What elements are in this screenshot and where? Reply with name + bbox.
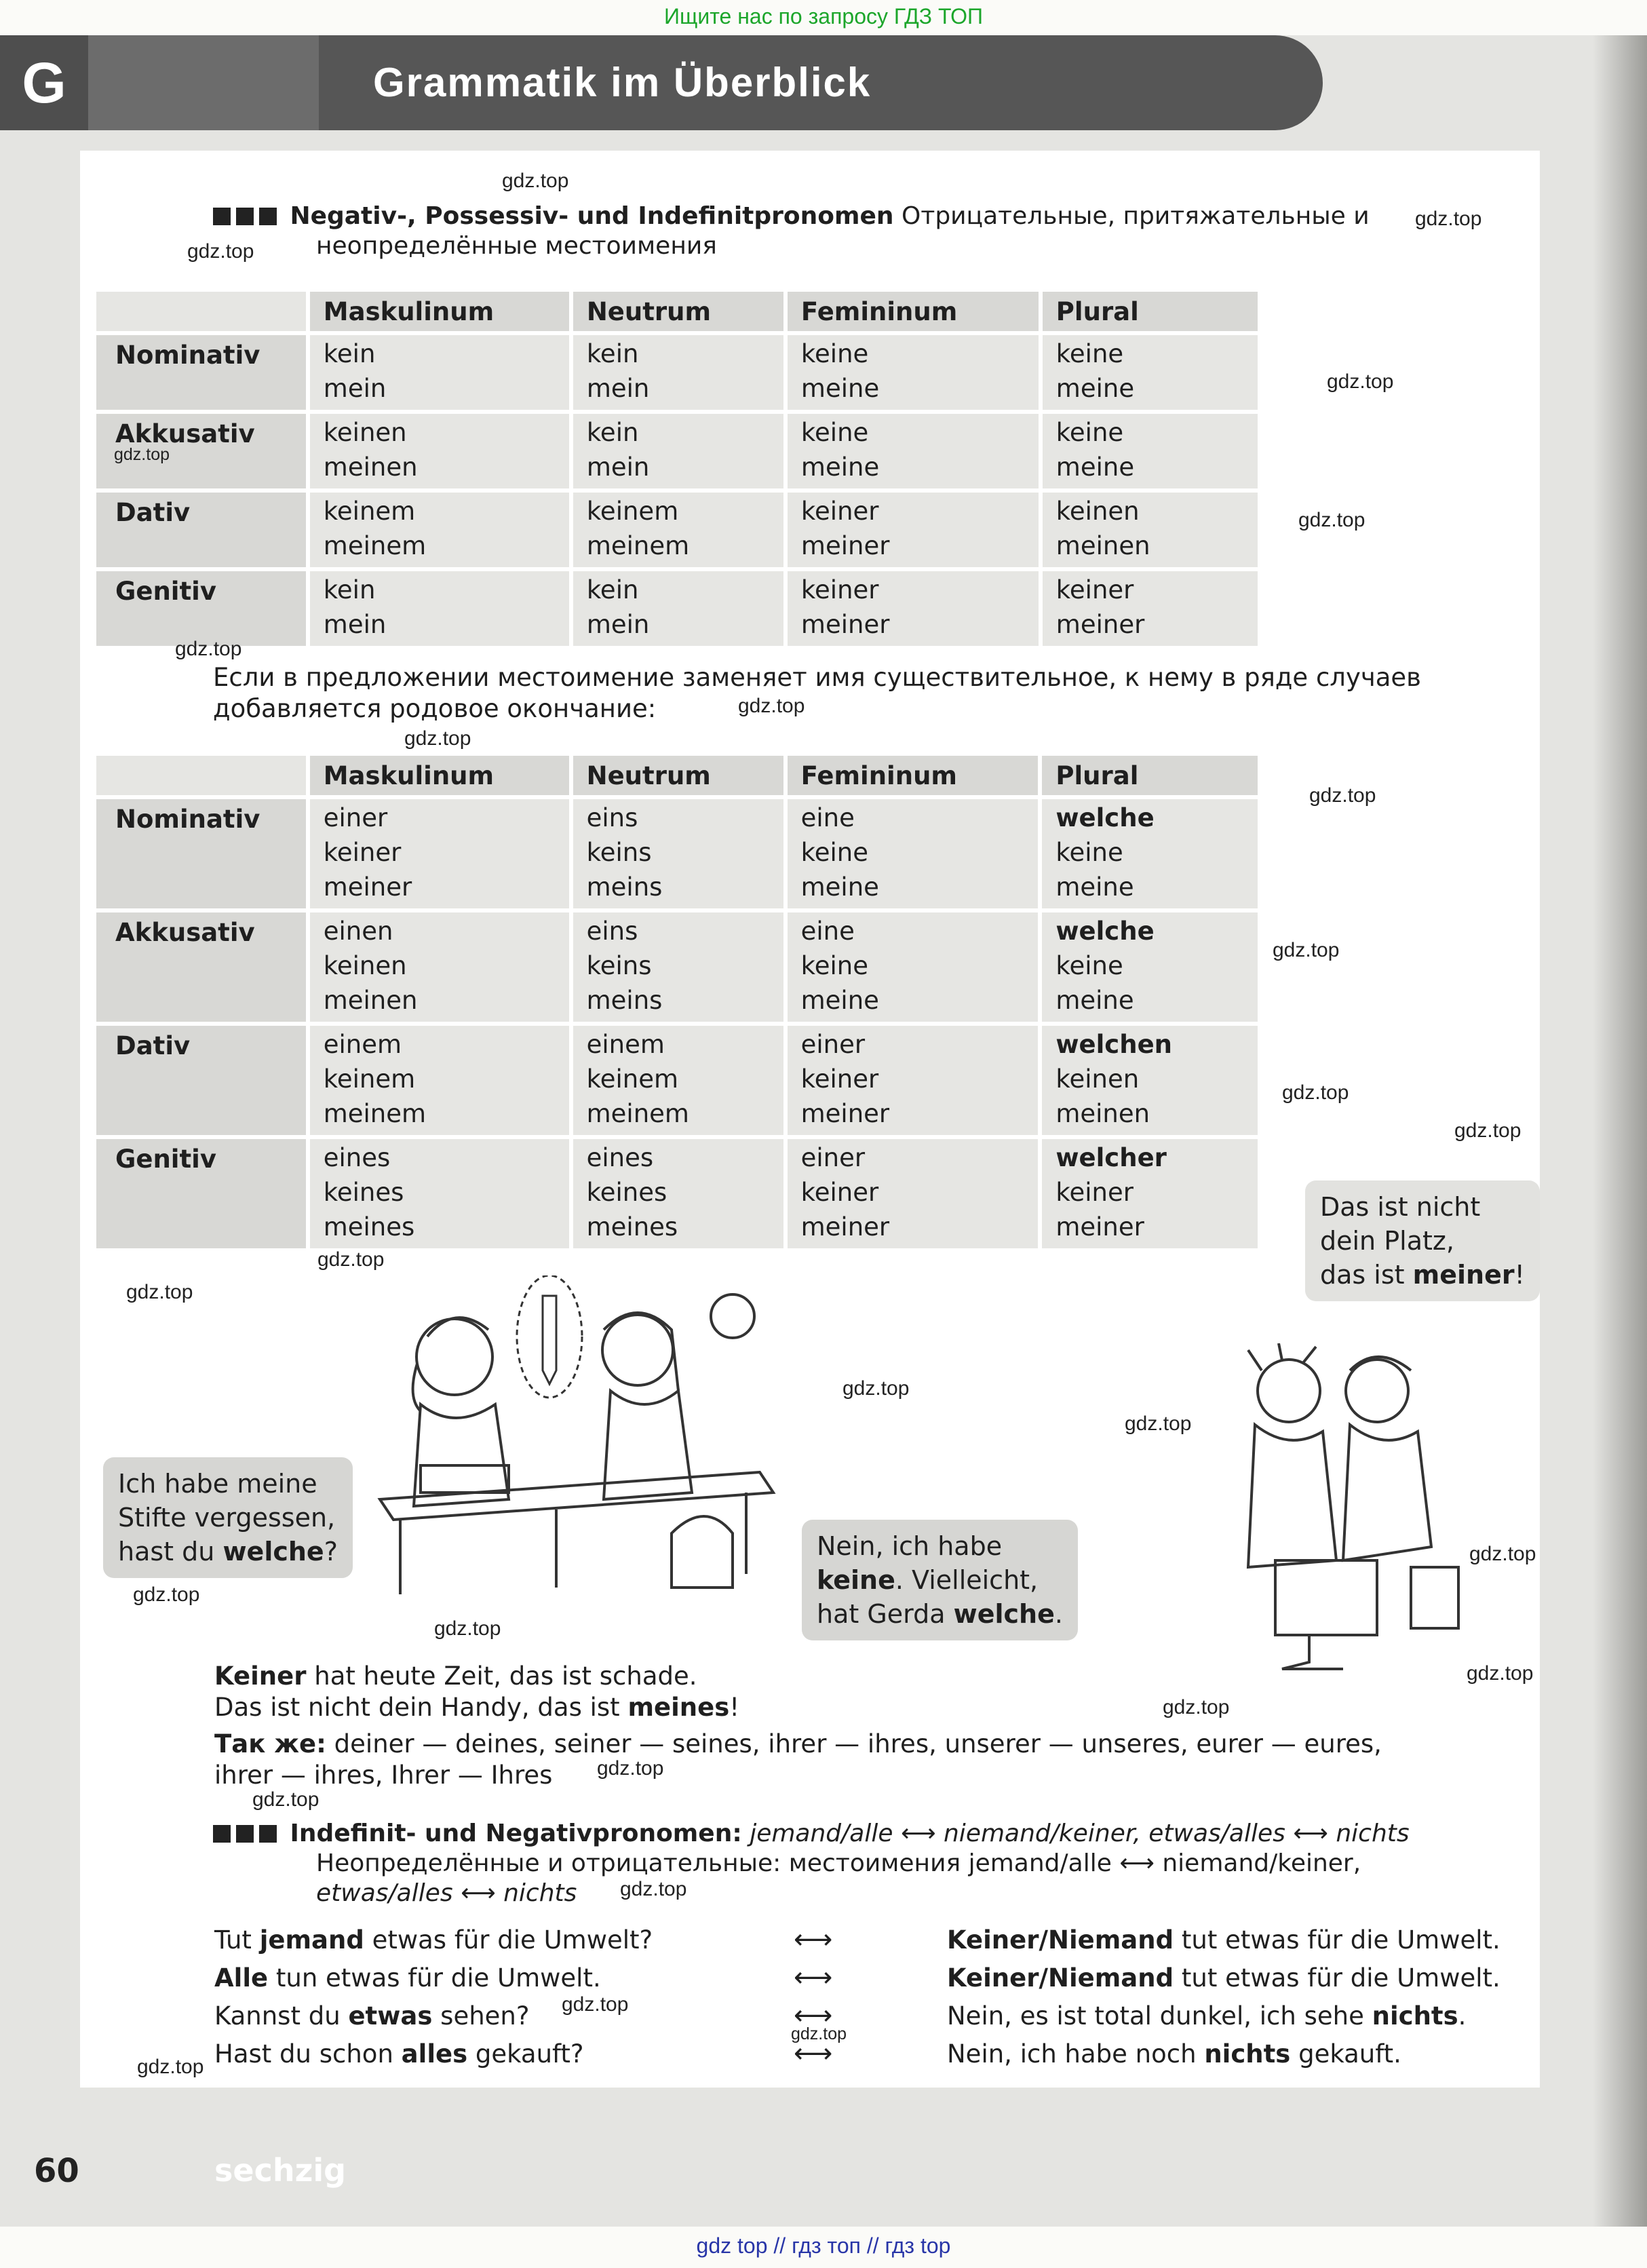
watermark-text: gdz.top (252, 1788, 319, 1811)
title-bar (319, 35, 1323, 130)
table-cell (1042, 1139, 1258, 1248)
cell-line: keiner (1055, 575, 1134, 604)
section2-title-ru-2: etwas/alles ⟷ nichts (316, 1879, 577, 1907)
column-header: Plural (1042, 756, 1258, 795)
table-cell (573, 414, 783, 488)
case-label (96, 1026, 306, 1135)
column-header: Maskulinum (310, 756, 569, 795)
cell-line: keine (800, 838, 868, 867)
table-cell (788, 335, 1039, 410)
section1-header (213, 201, 1370, 232)
table-row (96, 1139, 1258, 1248)
cell-line: keine (800, 339, 869, 368)
table-cell (1043, 414, 1258, 488)
computer-room-illustration (1207, 1343, 1479, 1696)
watermark-text: gdz.top (434, 1617, 501, 1640)
bullet-square-icon (259, 208, 277, 225)
cell-line: kein (323, 575, 376, 604)
pair-left: Hast du schon alles gekauft? (214, 2039, 584, 2069)
cell-line: keiner (800, 575, 879, 604)
bullet-square-icon (213, 1825, 231, 1843)
watermark-text: gdz.top (1327, 370, 1394, 393)
cell-line: eine (800, 917, 855, 946)
cell-line: meinem (323, 531, 427, 560)
cell-line: keiner (800, 497, 879, 526)
emphasis: jemand (259, 1925, 364, 1955)
table-cell (1042, 912, 1258, 1022)
table-row (96, 414, 1258, 488)
table-cell (788, 493, 1039, 567)
table-row (96, 1026, 1258, 1135)
cell-line: einen (323, 917, 393, 946)
emphasis: welche (222, 1537, 324, 1567)
table-cell (1042, 799, 1258, 908)
classroom-illustration (353, 1275, 787, 1601)
cell-line: einer (323, 803, 388, 832)
table-corner (96, 292, 306, 331)
table-cell (1042, 1026, 1258, 1135)
table-cell (310, 571, 569, 646)
cell-line: einer (800, 1030, 866, 1059)
bubble-line: das ist meiner! (1320, 1260, 1525, 1290)
cell-line: meinem (586, 531, 690, 560)
cell-line: einem (323, 1030, 402, 1059)
table-row (96, 571, 1258, 646)
table-corner (96, 756, 306, 795)
cell-line: keine (1055, 339, 1124, 368)
emphasis: Keiner (214, 1661, 307, 1691)
cell-line: keinen (1055, 1064, 1140, 1094)
cell-line: meines (586, 1212, 678, 1242)
cell-line: welchen (1055, 1030, 1173, 1059)
table-cell (310, 912, 569, 1022)
table-row (96, 335, 1258, 410)
double-arrow-icon: ⟷ (794, 2000, 833, 2031)
table-row (96, 493, 1258, 567)
case-label (96, 799, 306, 908)
cell-line: keine (1055, 418, 1124, 447)
cell-line: mein (586, 610, 650, 639)
cell-line: meine (1055, 986, 1134, 1015)
case-label (96, 912, 306, 1022)
emphasis: nichts (1204, 2039, 1291, 2069)
boy-left-body (1248, 1425, 1336, 1567)
section-letter: G (0, 35, 88, 130)
section1-title-ru: Отрицательные, притяжательные и (893, 202, 1370, 230)
table-cell (573, 493, 783, 567)
cell-line: keins (586, 951, 652, 980)
pair-left: Tut jemand etwas für die Umwelt? (214, 1925, 653, 1955)
double-arrow-icon: ⟷ (794, 1962, 833, 1993)
monitor (1275, 1560, 1377, 1635)
cell-line: kein (586, 575, 639, 604)
table-cell (788, 414, 1039, 488)
column-header: Femininum (788, 756, 1039, 795)
table-cell (573, 335, 783, 410)
pair-left: Kannst du etwas sehen? (214, 2001, 530, 2031)
cell-line: meiner (800, 610, 890, 639)
cell-line: eins (586, 917, 638, 946)
table-row (96, 912, 1258, 1022)
cell-line: keines (323, 1178, 404, 1207)
cell-line: Genitiv (115, 1145, 216, 1174)
speech-bubble-left (103, 1457, 353, 1578)
emphasis: nichts (1372, 2001, 1458, 2031)
cell-line: Dativ (115, 1031, 191, 1060)
section1-title-ru-2: неопределённые местоимения (316, 232, 717, 260)
note-line-2: добавляется родовое окончание: (213, 694, 657, 723)
note-line-1: Если в предложении местоимение заменяет имя существительное, к нему в ряде случаев (213, 663, 1421, 692)
table-cell (310, 493, 569, 567)
thought-bubble (517, 1275, 582, 1398)
pair-right: Nein, es ist total dunkel, ich sehe nichts. (947, 2001, 1467, 2031)
section2-header (213, 1818, 1410, 1849)
cell-line: Akkusativ (115, 419, 255, 448)
watermark-text: gdz.top (126, 1281, 193, 1303)
watermark-text: gdz.top (1163, 1696, 1230, 1718)
pair-right: Nein, ich habe noch nichts gekauft. (947, 2039, 1401, 2069)
cell-line: Genitiv (115, 577, 216, 606)
bubble-line: Ich habe meine (118, 1469, 317, 1499)
cell-line: mein (586, 374, 650, 403)
emphasis: alles (401, 2039, 468, 2069)
table-cell (573, 1026, 783, 1135)
cell-line: Nominativ (115, 341, 260, 370)
emphasis: welche (953, 1599, 1055, 1629)
cell-line: keiner (800, 1178, 879, 1207)
cell-line: welche (1055, 917, 1155, 946)
page-number: 60 (34, 2152, 79, 2190)
table-cell (573, 799, 783, 908)
section2-title-ru-1: Неопределённые и отрицательные: местоимения jemand/alle ⟷ niemand/keiner, (316, 1849, 1361, 1877)
watermark-text: gdz.top (1309, 784, 1376, 807)
bullet-square-icon (236, 1825, 254, 1843)
example-meines: Das ist nicht dein Handy, das ist meines! (214, 1693, 740, 1722)
bottom-banner-link[interactable]: gdz top // гдз топ // гдз top (696, 2233, 951, 2258)
boy-left-head (1258, 1360, 1320, 1422)
cell-line: keinem (323, 497, 416, 526)
watermark-text: gdz.top (562, 1993, 629, 2016)
table-cell (310, 1139, 569, 1248)
pair-right: Keiner/Niemand tut etwas für die Umwelt. (947, 1963, 1500, 1993)
watermark-text: gdz.top (791, 2024, 847, 2043)
top-banner-link[interactable]: Ищите нас по запросу ГДЗ ТОП (664, 4, 983, 28)
watermark-text: gdz.top (597, 1757, 664, 1780)
computer-tower (1411, 1567, 1458, 1628)
double-arrow-icon: ⟷ (794, 1924, 833, 1955)
cell-line: meins (586, 986, 663, 1015)
emphasis: keine (817, 1565, 895, 1595)
pronoun-table-2 (92, 752, 1262, 1252)
cell-line: keinem (323, 1064, 416, 1094)
watermark-text: gdz.top (1467, 1662, 1534, 1685)
emphasis: meines (627, 1693, 730, 1722)
watermark-text: gdz.top (1298, 509, 1365, 531)
double-arrow-icon: ⟷ (794, 2038, 833, 2069)
title-bar-spacer (88, 35, 319, 130)
bullet-square-icon (259, 1825, 277, 1843)
cell-line: meiner (800, 1099, 890, 1128)
page-edge-shadow (1593, 35, 1647, 2227)
cell-line: eins (586, 803, 638, 832)
watermark-text: gdz.top (1469, 1543, 1536, 1565)
bullet-square-icon (213, 208, 231, 225)
example-keiner: Keiner hat heute Zeit, das ist schade. (214, 1661, 697, 1691)
table-cell (1043, 493, 1258, 567)
column-header: Neutrum (573, 756, 783, 795)
bubble-line: dein Platz, (1320, 1226, 1454, 1256)
watermark-text: gdz.top (1282, 1081, 1349, 1104)
desk (380, 1472, 773, 1520)
cell-line: mein (586, 453, 650, 482)
cell-line: meinen (1055, 1099, 1150, 1128)
page-word: sechzig (214, 2152, 347, 2189)
cell-line: meinem (323, 1099, 427, 1128)
emphasis: Alle (214, 1963, 269, 1993)
cell-line: kein (323, 339, 376, 368)
notebook (421, 1465, 509, 1493)
cell-line: meine (1055, 453, 1135, 482)
case-label (96, 1139, 306, 1248)
bubble-line: hast du welche? (118, 1537, 338, 1567)
case-label (96, 493, 306, 567)
cell-line: keinen (323, 418, 407, 447)
cell-line: meins (586, 872, 663, 902)
watermark-text: gdz.top (502, 170, 569, 192)
cell-line: welche (1055, 803, 1155, 832)
table-cell (310, 799, 569, 908)
cell-line: eines (323, 1143, 391, 1172)
bubble-line: hat Gerda welche. (817, 1599, 1063, 1629)
cell-line: einem (586, 1030, 665, 1059)
cell-line: meiner (800, 531, 890, 560)
watermark-text: gdz.top (1415, 208, 1482, 230)
emphasis: Так же: (214, 1729, 326, 1758)
cell-line: meinen (323, 986, 418, 1015)
bubble-line: keine. Vielleicht, (817, 1565, 1039, 1595)
section2-title-rest: jemand/alle ⟷ niemand/keiner, etwas/alles ⟷ nichts (741, 1820, 1410, 1847)
speech-bubble-right (1305, 1180, 1540, 1301)
cell-line: keinen (323, 951, 407, 980)
watermark-text: gdz.top (187, 240, 254, 263)
bullet-square-icon (236, 208, 254, 225)
column-header: Femininum (788, 292, 1039, 331)
table-cell (310, 1026, 569, 1135)
table-cell (1043, 571, 1258, 646)
cell-line: keiner (800, 1064, 879, 1094)
cell-line: keine (1055, 838, 1123, 867)
watermark-text: gdz.top (133, 1583, 200, 1606)
section1-title-de: Negativ-, Possessiv- und Indefinitpronomen (290, 202, 894, 230)
table-cell (573, 912, 783, 1022)
table-cell (788, 571, 1039, 646)
girl-left-head (416, 1319, 492, 1395)
cell-line: keiner (323, 838, 402, 867)
cell-line: meiner (1055, 610, 1145, 639)
table-cell (788, 799, 1039, 908)
emphasis: etwas (348, 2001, 433, 2031)
watermark-text: gdz.top (137, 2056, 204, 2078)
cell-line: meine (800, 986, 879, 1015)
case-label (96, 571, 306, 646)
backpack (672, 1516, 733, 1588)
cell-line: meine (800, 453, 880, 482)
table-cell (310, 335, 569, 410)
cell-line: meiner (1055, 1212, 1144, 1242)
page-title: Grammatik im Überblick (373, 60, 872, 105)
cell-line: keinem (586, 497, 679, 526)
cell-line: mein (323, 374, 387, 403)
case-label (96, 335, 306, 410)
cell-line: keines (586, 1178, 667, 1207)
cell-line: meiner (323, 872, 412, 902)
girl-back-head (711, 1294, 754, 1338)
bubble-line: Das ist nicht (1320, 1192, 1481, 1222)
cell-line: Akkusativ (115, 918, 255, 947)
cell-line: mein (323, 610, 387, 639)
watermark-text: gdz.top (317, 1248, 385, 1271)
pair-left: Alle tun etwas für die Umwelt. (214, 1963, 601, 1993)
cell-line: keinem (586, 1064, 679, 1094)
cell-line: meinem (586, 1099, 689, 1128)
emphasis: meiner (1412, 1260, 1515, 1290)
pencil-icon (543, 1296, 556, 1384)
cell-line: meine (1055, 872, 1134, 902)
example-also: Так же: deiner — deines, seiner — seines, ihrer — ihres, unserer — unseres, eurer — eures, (214, 1729, 1382, 1758)
boy-right-body (1343, 1425, 1431, 1560)
emphasis: Keiner/Niemand (947, 1963, 1174, 1993)
column-header: Plural (1043, 292, 1258, 331)
pair-right: Keiner/Niemand tut etwas für die Umwelt. (947, 1925, 1500, 1955)
cell-line: kein (586, 418, 639, 447)
table-cell (310, 414, 569, 488)
watermark-text: gdz.top (404, 727, 471, 750)
bubble-line: Stifte vergessen, (118, 1503, 336, 1533)
table-cell (788, 912, 1039, 1022)
table-cell (788, 1139, 1039, 1248)
cell-line: keinen (1055, 497, 1140, 526)
speech-bubble-middle (802, 1520, 1078, 1640)
cell-line: welcher (1055, 1143, 1167, 1172)
cell-line: meinen (323, 453, 418, 482)
watermark-text: gdz.top (114, 445, 170, 464)
cell-line: meine (800, 374, 880, 403)
column-header: Maskulinum (310, 292, 569, 331)
boy-right-head (1346, 1360, 1408, 1422)
cell-line: meine (800, 872, 879, 902)
table-cell (788, 1026, 1039, 1135)
watermark-text: gdz.top (1273, 939, 1340, 961)
cell-line: keiner (1055, 1178, 1133, 1207)
cell-line: keine (800, 418, 869, 447)
bubble-line: Nein, ich habe (817, 1531, 1003, 1561)
pronoun-table-1 (92, 288, 1262, 650)
table-cell (573, 1139, 783, 1248)
cell-line: eine (800, 803, 855, 832)
table-cell (1043, 335, 1258, 410)
cell-line: meines (323, 1212, 415, 1242)
cell-line: eines (586, 1143, 654, 1172)
cell-line: keine (800, 951, 868, 980)
cell-line: keins (586, 838, 652, 867)
watermark-text: gdz.top (175, 638, 242, 660)
table-row (96, 799, 1258, 908)
cell-line: meine (1055, 374, 1135, 403)
cell-line: Dativ (115, 498, 191, 527)
watermark-text: gdz.top (842, 1377, 910, 1400)
watermark-text: gdz.top (1125, 1412, 1192, 1435)
watermark-text: gdz.top (620, 1878, 687, 1900)
cell-line: kein (586, 339, 639, 368)
cell-line: keine (1055, 951, 1123, 980)
example-also-2: ihrer — ihres, Ihrer — Ihres (214, 1761, 553, 1790)
cell-line: Nominativ (115, 805, 260, 834)
watermark-text: gdz.top (738, 695, 805, 717)
cell-line: meinen (1055, 531, 1150, 560)
girl-right-head (602, 1315, 673, 1385)
cell-line: einer (800, 1143, 866, 1172)
watermark-text: gdz.top (1454, 1119, 1522, 1142)
table-cell (573, 571, 783, 646)
emphasis: Keiner/Niemand (947, 1925, 1174, 1955)
column-header: Neutrum (573, 292, 783, 331)
cell-line: meiner (800, 1212, 890, 1242)
section2-title-de: Indefinit- und Negativpronomen: (290, 1820, 742, 1847)
